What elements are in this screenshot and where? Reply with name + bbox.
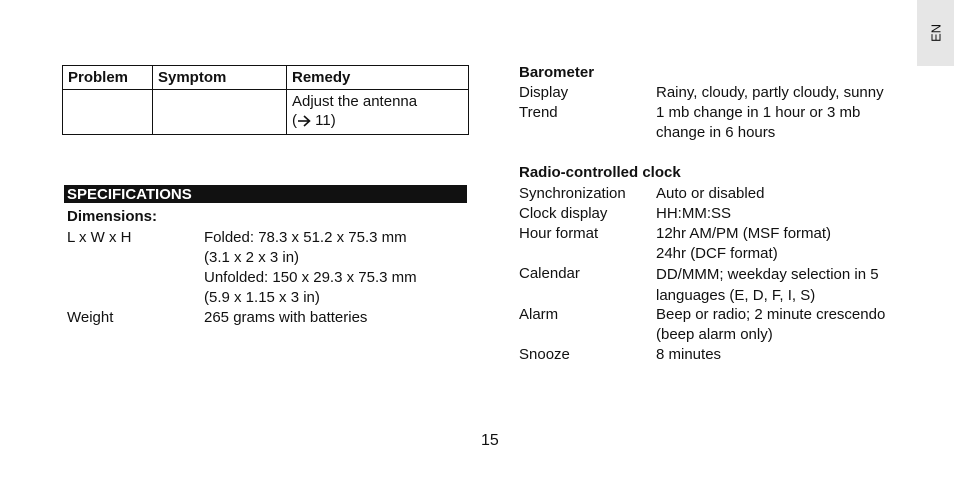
header-symptom: Symptom xyxy=(153,66,287,90)
clock-heading: Radio-controlled clock xyxy=(519,164,681,181)
lwh-unfolded: Unfolded: 150 x 29.3 x 75.3 mm xyxy=(204,269,417,286)
remedy-suffix: 11) xyxy=(311,112,336,129)
header-problem: Problem xyxy=(63,66,153,90)
lwh-values xyxy=(204,228,417,308)
barometer-display-value: Rainy, cloudy, partly cloudy, sunny xyxy=(656,84,884,101)
calendar-label: Calendar xyxy=(519,265,580,282)
alarm-line-2: (beep alarm only) xyxy=(656,326,773,343)
hour-format-value xyxy=(656,224,831,264)
alarm-value xyxy=(656,305,885,345)
header-remedy: Remedy xyxy=(287,66,469,90)
clock-display-value: HH:MM:SS xyxy=(656,205,731,222)
specifications-heading: SPECIFICATIONS xyxy=(64,185,467,203)
calendar-value xyxy=(656,264,879,306)
remedy-line-1: Adjust the antenna xyxy=(292,93,418,110)
trend-line-1: 1 mb change in 1 hour or 3 mb xyxy=(656,104,861,121)
barometer-display-label: Display xyxy=(519,84,569,101)
hour-format-line-1: 12hr AM/PM (MSF format) xyxy=(656,225,832,242)
table-row xyxy=(63,90,469,135)
calendar-line-2: languages (E, D, F, I, S) xyxy=(656,287,816,304)
trend-line-2: change in 6 hours xyxy=(656,124,776,141)
lwh-folded: Folded: 78.3 x 51.2 x 75.3 mm xyxy=(204,229,407,246)
snooze-value: 8 minutes xyxy=(656,346,722,363)
alarm-line-1: Beep or radio; 2 minute crescendo xyxy=(656,306,886,323)
calendar-line-1: DD/MMM; weekday selection in 5 xyxy=(656,266,879,283)
page-number: 15 xyxy=(481,432,499,449)
table-header-row xyxy=(63,66,469,90)
dimensions-heading: Dimensions: xyxy=(67,208,158,225)
barometer-trend-value xyxy=(656,103,860,143)
weight-label: Weight xyxy=(67,309,114,326)
cell-symptom xyxy=(153,90,287,135)
cell-remedy xyxy=(287,90,469,135)
hour-format-line-2: 24hr (DCF format) xyxy=(656,245,778,262)
cell-problem xyxy=(63,90,153,135)
lwh-unfolded-in: (5.9 x 1.15 x 3 in) xyxy=(204,289,320,306)
remedy-line-2 xyxy=(292,111,463,132)
sync-label: Synchronization xyxy=(519,185,626,202)
lwh-folded-in: (3.1 x 2 x 3 in) xyxy=(204,249,300,266)
clock-display-label: Clock display xyxy=(519,205,608,222)
barometer-trend-label: Trend xyxy=(519,104,558,121)
snooze-label: Snooze xyxy=(519,346,570,363)
arrow-right-icon xyxy=(297,113,311,132)
remedy-prefix: ( xyxy=(292,112,297,129)
language-tab-label: EN xyxy=(928,23,943,43)
hour-format-label: Hour format xyxy=(519,225,599,242)
problem-table xyxy=(62,65,469,135)
language-tab xyxy=(917,0,954,66)
sync-value: Auto or disabled xyxy=(656,185,765,202)
lwh-label: L x W x H xyxy=(67,229,132,246)
weight-value: 265 grams with batteries xyxy=(204,309,368,326)
alarm-label: Alarm xyxy=(519,306,559,323)
barometer-heading: Barometer xyxy=(519,64,595,81)
